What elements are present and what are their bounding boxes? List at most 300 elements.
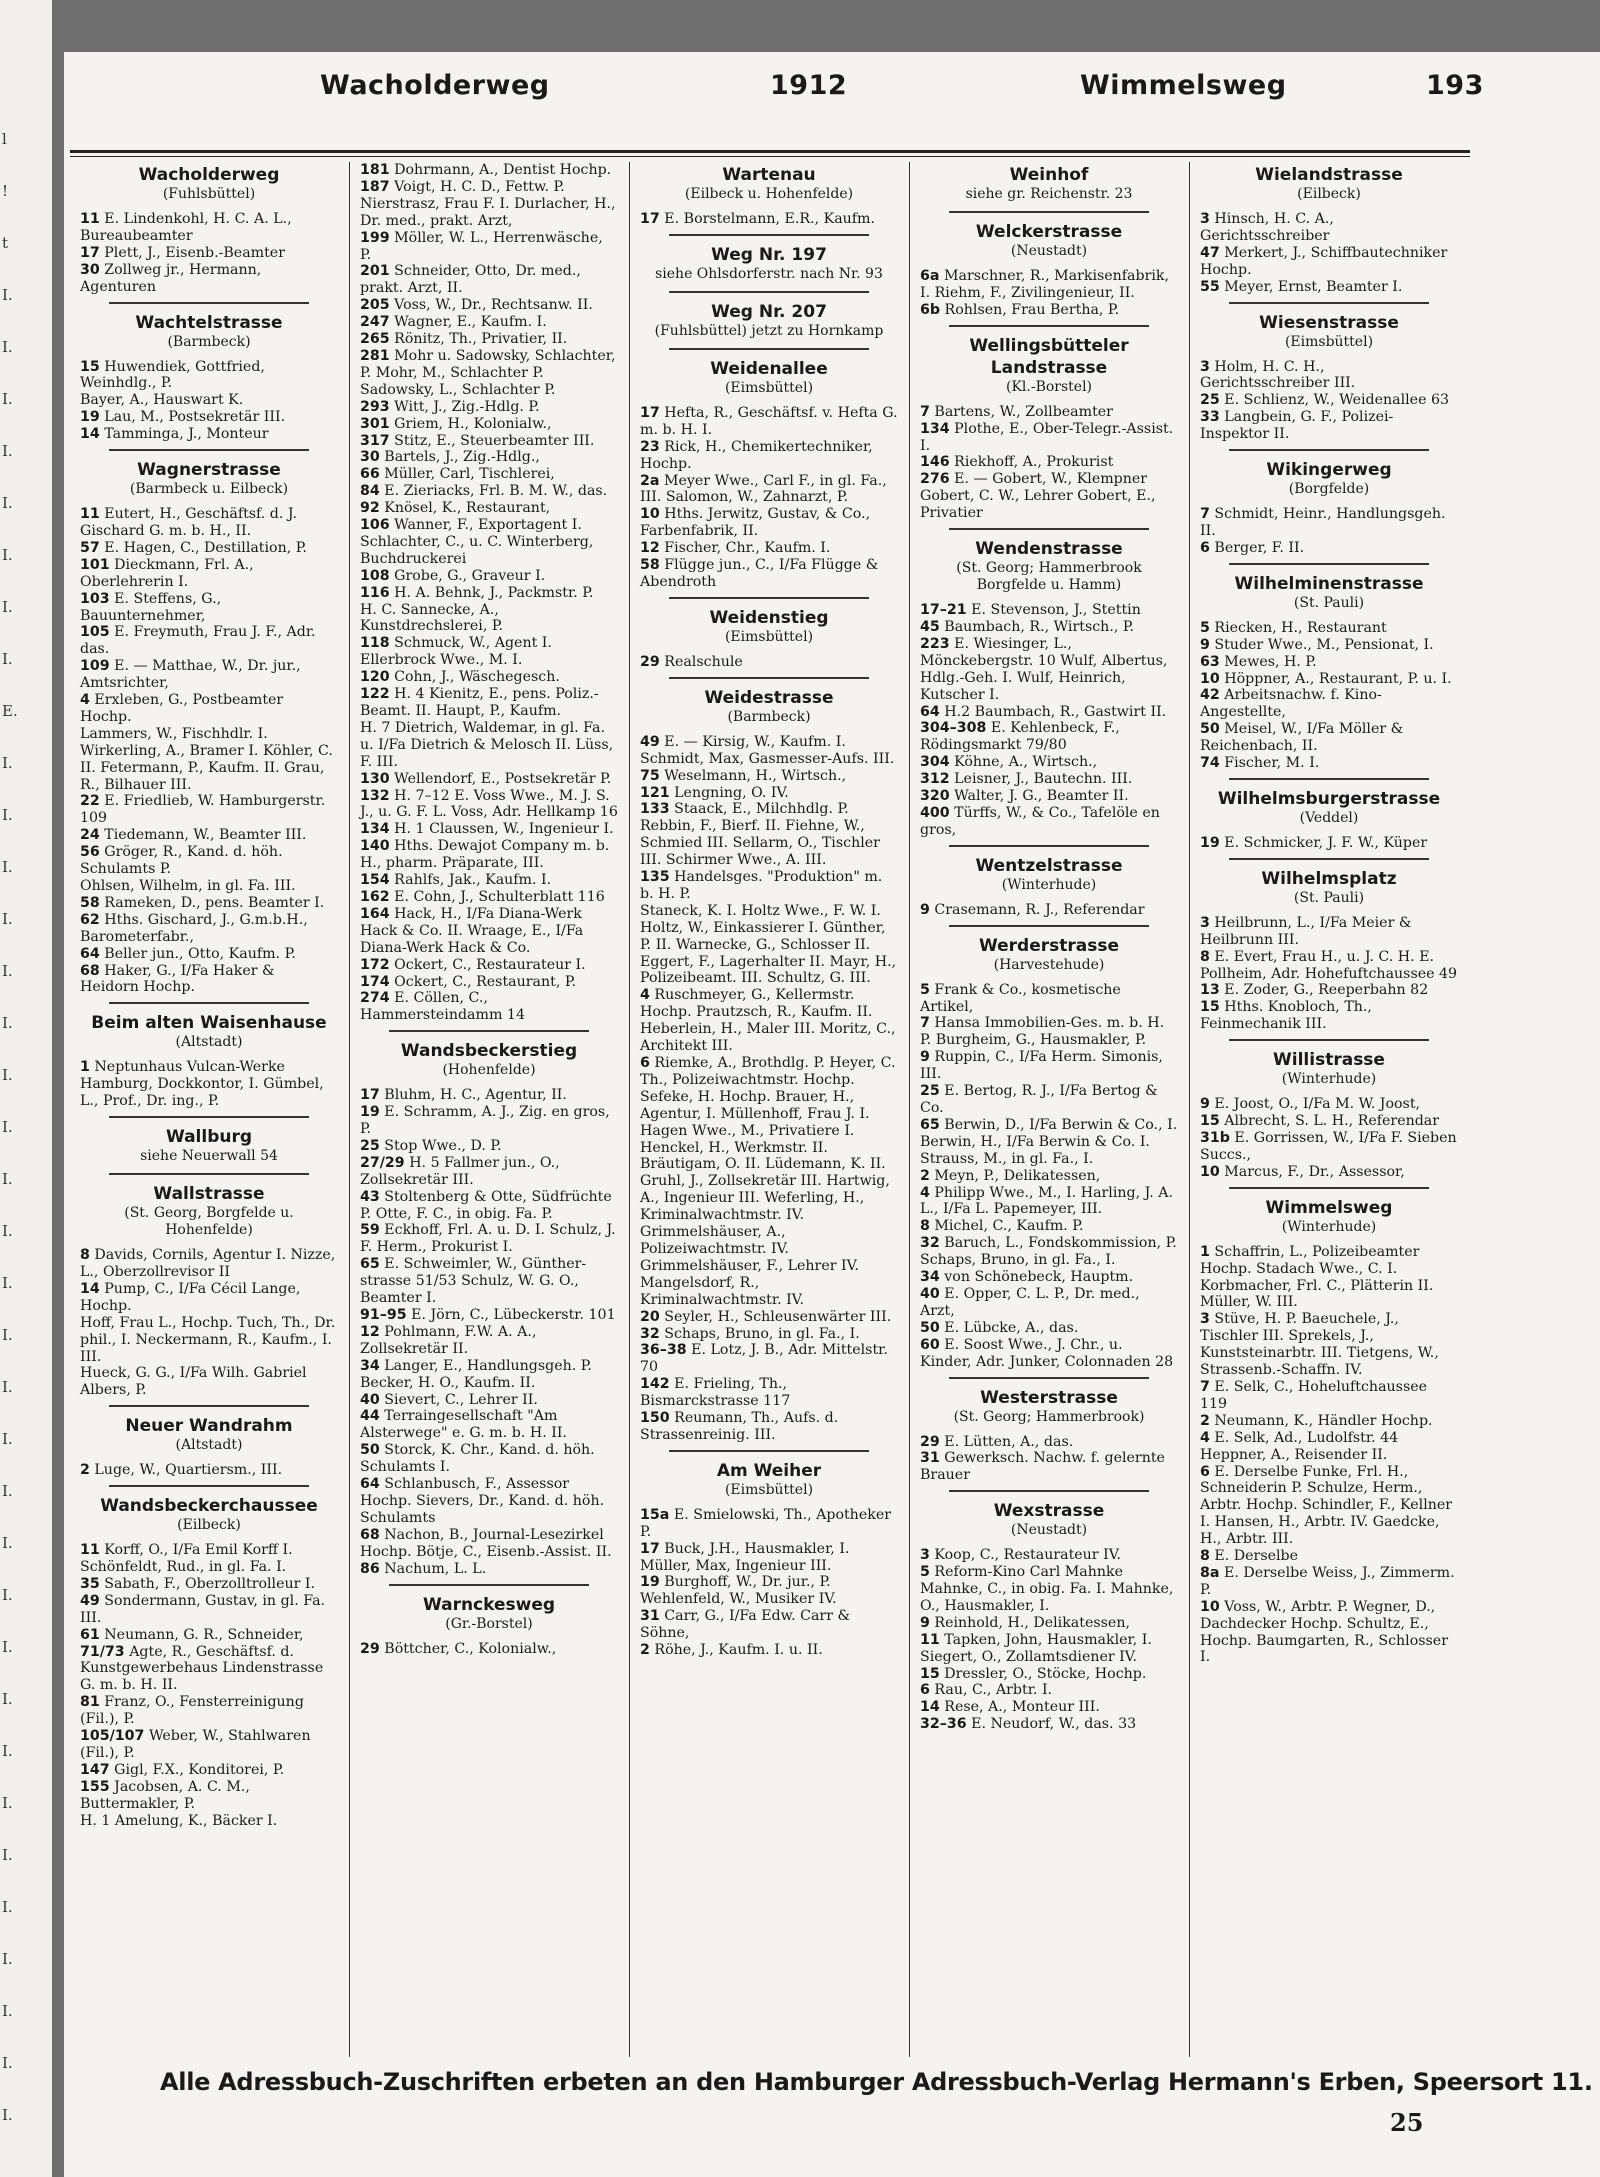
- resident-text: Dressler, O., Stöcke, Hochp.: [944, 1665, 1147, 1682]
- street-district: (St. Georg; Hammerbrook Borgfelde u. Hamm): [956, 560, 1142, 594]
- section-rule: [1229, 1039, 1429, 1041]
- address-entry: [80, 262, 338, 296]
- resident-text: E. Lübcke, A., das.: [944, 1319, 1079, 1336]
- address-entry: [80, 409, 338, 426]
- resident-text: Rahlfs, Jak., Kaufm. I.: [394, 872, 552, 889]
- address-entry: [360, 1138, 618, 1155]
- resident-text: Rönitz, Th., Privatier, II.: [394, 331, 568, 348]
- address-entry: [640, 1608, 898, 1642]
- house-number: 17: [640, 404, 660, 421]
- resident-text: Baruch, L., Fondskommission, P. Schaps, Bruno, in gl. Fa., I.: [920, 1235, 1177, 1269]
- margin-fragment: !: [2, 182, 9, 200]
- street-name: Welckerstrasse: [975, 222, 1123, 242]
- street-heading: [1200, 1049, 1458, 1088]
- house-number: 25: [360, 1137, 380, 1154]
- house-number: 9: [1200, 636, 1210, 653]
- street-heading: [640, 244, 898, 283]
- resident-text: Rameken, D., pens. Beamter I.: [104, 894, 325, 911]
- address-entry: [80, 506, 338, 540]
- resident-text: E. Evert, Frau H., u. J. C. H. E. Pollheim, Adr. Hohefuftchaussee 49: [1200, 948, 1458, 982]
- address-entry: [920, 902, 1178, 919]
- margin-fragment: I.: [2, 1482, 13, 1500]
- address-entry: [920, 268, 1178, 302]
- street-district: (Gr.-Borstel): [445, 1615, 533, 1632]
- house-number: 17: [80, 244, 100, 261]
- address-entry: [640, 987, 898, 1055]
- resident-text: E. Soost Wwe., J. Chr., u. Kinder, Adr. Junker, Colonnaden 28: [920, 1336, 1174, 1370]
- columns: [70, 162, 1470, 2057]
- resident-text: E. Schlienz, W., Weidenallee 63: [1224, 392, 1450, 409]
- address-entry: [1200, 1244, 1458, 1312]
- street-district: (Altstadt): [175, 1034, 243, 1051]
- address-entry: [360, 686, 618, 720]
- house-number: 25: [1200, 392, 1220, 409]
- resident-text: E. Schramm, A. J., Zig. en gros, P.: [360, 1104, 610, 1138]
- resident-text: Berwin, D., I/Fa Berwin & Co., I. Berwin, H., I/Fa Berwin & Co. I. Strauss, M., in gl. Fa., I.: [920, 1116, 1178, 1167]
- address-entry: [80, 1728, 338, 1762]
- resident-text: Studer Wwe., M., Pensionat, I.: [1214, 636, 1434, 653]
- house-number: 15: [1200, 999, 1220, 1016]
- address-entry: [1200, 1311, 1458, 1379]
- house-number: 162: [360, 888, 390, 905]
- address-entry: [920, 619, 1178, 636]
- house-number: 25: [920, 1083, 940, 1100]
- house-number: 60: [920, 1336, 940, 1353]
- street-district: (Eimsbüttel): [724, 379, 814, 396]
- house-number: 50: [920, 1319, 940, 1336]
- resident-text: Arbeitsnachw. f. Kino-Angestellte,: [1200, 687, 1382, 721]
- address-entry: [640, 654, 898, 671]
- resident-text: Reinhold, H., Delikatessen,: [934, 1614, 1130, 1631]
- resident-text: Bartens, W., Zollbeamter: [934, 403, 1113, 420]
- street-name: Wacholderweg: [138, 165, 280, 185]
- street-district: (St. Georg, Borgfelde u. Hohenfelde): [124, 1205, 294, 1239]
- house-number: 31: [920, 1450, 940, 1467]
- house-number: 44: [360, 1408, 380, 1425]
- section-rule: [109, 302, 309, 304]
- street-heading: [80, 1415, 338, 1454]
- address-entry: [80, 1247, 338, 1281]
- house-number: 3: [1200, 1311, 1210, 1328]
- house-number: 150: [640, 1410, 670, 1427]
- margin-fragment: I.: [2, 1586, 13, 1604]
- street-heading: [80, 1012, 338, 1051]
- street-heading: [1200, 1197, 1458, 1236]
- house-number: 56: [80, 844, 100, 861]
- address-entry: [80, 912, 338, 946]
- house-number: 64: [360, 1476, 380, 1493]
- resident-text: Ruppin, C., I/Fa Herm. Simonis, III.: [920, 1049, 1163, 1083]
- address-entry: [1200, 1379, 1458, 1413]
- resident-text: Hths. Jerwitz, Gustav, & Co., Farbenfabrik, II.: [640, 506, 871, 540]
- house-number: 101: [80, 556, 110, 573]
- house-number: 9: [920, 1049, 930, 1066]
- street-heading: [920, 1387, 1178, 1426]
- address-entry: [360, 1087, 618, 1104]
- margin-fragment: I.: [2, 1898, 13, 1916]
- street-district: (St. Georg; Hammerbrook): [953, 1408, 1145, 1425]
- address-entry: [360, 838, 618, 872]
- resident-text: Schmidt, Heinr., Handlungsgeh. II.: [1200, 506, 1446, 539]
- street-heading: [640, 164, 898, 203]
- house-number: 30: [80, 261, 100, 278]
- resident-text: Holm, H. C. H., Gerichtsschreiber III.: [1200, 358, 1356, 392]
- address-entry: [360, 957, 618, 974]
- resident-text: Cohn, J., Wäschegesch.: [394, 669, 560, 686]
- section-rule: [389, 1030, 589, 1032]
- address-entry: [920, 1286, 1178, 1320]
- resident-text: E. Smielowski, Th., Apotheker P.: [640, 1506, 891, 1540]
- street-district: siehe Ohlsdorferstr. nach Nr. 93: [655, 265, 883, 282]
- address-entry: [1200, 359, 1458, 393]
- margin-fragment: I.: [2, 1950, 13, 1968]
- address-entry: [80, 1779, 338, 1813]
- house-number: 34: [360, 1357, 380, 1374]
- house-number: 265: [360, 331, 390, 348]
- house-number: 32–36: [920, 1716, 967, 1733]
- resident-text: Griem, H., Kolonialw.,: [394, 415, 552, 432]
- resident-text: Hths. Gischard, J., G.m.b.H., Barometerfabr.,: [80, 911, 308, 945]
- house-number: 8: [920, 1218, 930, 1235]
- address-entry: [360, 433, 618, 450]
- margin-fragment: I.: [2, 858, 13, 876]
- section-rule: [1229, 449, 1429, 451]
- house-number: 19: [80, 409, 100, 426]
- resident-text: E. Zoder, G., Reeperbahn 82: [1224, 982, 1429, 999]
- resident-text: Langbein, G. F., Polizei-Inspektor II.: [1200, 409, 1394, 443]
- resident-text: E. Derselbe Funke, Frl. H., Schneiderin P. Schulze, Herm., Arbtr. Hochp. Schindler, F., Kellner I. Hansen, H., Arbtr. IV. Gaedcke, H., Arbtr. III.: [1200, 1463, 1453, 1548]
- house-number: 74: [1200, 755, 1220, 772]
- house-number: 29: [640, 653, 660, 670]
- resident-text: Sabath, F., Oberzolltrolleur I.: [104, 1575, 316, 1592]
- address-entry: [1200, 392, 1458, 409]
- house-number: 2: [920, 1167, 930, 1184]
- address-entry: [1200, 671, 1458, 688]
- street-heading: [640, 607, 898, 646]
- footer-number: 25: [1390, 2108, 1424, 2137]
- address-entry: [80, 359, 338, 393]
- address-entry: [1200, 1565, 1458, 1599]
- house-number: 3: [1200, 914, 1210, 931]
- section-rule: [949, 1377, 1149, 1379]
- resident-text: Fischer, M. I.: [1224, 755, 1320, 772]
- house-number: 75: [640, 767, 660, 784]
- resident-text: Knösel, K., Restaurant,: [384, 500, 551, 517]
- section-rule: [669, 597, 869, 599]
- resident-text: Heilbrunn, L., I/Fa Meier & Heilbrunn III.: [1200, 914, 1412, 948]
- house-number: 2a: [640, 472, 660, 489]
- address-entry: [640, 903, 898, 988]
- street-name: Wendenstrasse: [975, 539, 1123, 560]
- house-number: 10: [1200, 1598, 1220, 1615]
- house-number: 64: [920, 703, 940, 720]
- resident-text: Frank & Co., kosmetische Artikel,: [920, 981, 1121, 1015]
- street-heading: [1200, 573, 1458, 612]
- house-number: 58: [80, 894, 100, 911]
- house-number: 201: [360, 263, 390, 280]
- margin-fragment: I.: [2, 442, 13, 460]
- house-number: 7: [1200, 1378, 1210, 1395]
- address-entry: [640, 1055, 898, 1309]
- resident-text: Flügge jun., C., I/Fa Flügge & Abendroth: [640, 557, 879, 590]
- resident-text: Luge, W., Quartiersm., III.: [94, 1462, 283, 1479]
- address-entry: [640, 405, 898, 439]
- resident-text: Dohrmann, A., Dentist Hochp.: [394, 162, 612, 178]
- header-rule-thin: [70, 156, 1470, 157]
- resident-text: Böttcher, C., Kolonialw.,: [384, 1640, 557, 1657]
- house-number: 2: [640, 1642, 650, 1659]
- address-entry: [80, 895, 338, 912]
- resident-text: E. Hagen, C., Destillation, P.: [104, 539, 307, 556]
- section-rule: [949, 211, 1149, 213]
- margin-fragment: I.: [2, 1118, 13, 1136]
- street-name: Werderstrasse: [978, 935, 1119, 956]
- street-name: Wartenau: [722, 165, 816, 185]
- house-number: 68: [80, 962, 100, 979]
- resident-text: H. 7 Dietrich, Waldemar, in gl. Fa. u. I/Fa Dietrich & Melosch II. Lüss, F. III.: [360, 719, 614, 770]
- house-number: 134: [920, 420, 950, 437]
- house-number: 4: [80, 692, 90, 709]
- section-rule: [109, 1173, 309, 1175]
- margin-fragment: I.: [2, 1534, 13, 1552]
- section-rule: [949, 528, 1149, 530]
- address-entry: [360, 1189, 618, 1223]
- resident-text: Hths. Dewajot Company m. b. H., pharm. Präparate, III.: [360, 838, 610, 872]
- house-number: 5: [920, 1564, 930, 1581]
- resident-text: Köhne, A., Wirtsch.,: [954, 754, 1098, 771]
- house-number: 121: [640, 784, 670, 801]
- margin-fragment: I.: [2, 962, 13, 980]
- house-number: 31b: [1200, 1130, 1230, 1146]
- resident-text: H.2 Baumbach, R., Gastwirt II.: [944, 703, 1167, 720]
- resident-text: Marcus, F., Dr., Assessor,: [1224, 1163, 1405, 1180]
- street-name: Neuer Wandrahm: [125, 1416, 293, 1437]
- address-entry: [1200, 1413, 1458, 1430]
- address-entry: [640, 1342, 898, 1376]
- resident-text: Rau, C., Arbtr. I.: [934, 1682, 1053, 1699]
- house-number: 50: [1200, 721, 1220, 738]
- address-entry: [360, 263, 618, 297]
- street-name: Warnckesweg: [422, 1594, 556, 1615]
- resident-text: Baumbach, R., Wirtsch., P.: [944, 618, 1135, 635]
- house-number: 12: [360, 1323, 380, 1340]
- section-rule: [949, 1490, 1149, 1492]
- address-entry: [640, 1541, 898, 1575]
- house-number: 20: [640, 1308, 660, 1325]
- resident-text: E. Lindenkohl, H. C. A. L., Bureaubeamter: [80, 211, 292, 244]
- address-entry: [360, 1392, 618, 1409]
- resident-text: E. Borstelmann, E.R., Kaufm.: [664, 211, 875, 227]
- address-entry: [360, 889, 618, 906]
- address-entry: [360, 348, 618, 399]
- address-entry: [640, 473, 898, 507]
- address-entry: [360, 466, 618, 483]
- margin-fragment: I.: [2, 1430, 13, 1448]
- resident-text: Riecken, H., Restaurant: [1214, 619, 1387, 636]
- address-entry: [920, 1450, 1178, 1484]
- street-district: (Barmbeck u. Eilbeck): [129, 481, 289, 498]
- street-name: Weg Nr. 197: [711, 244, 827, 265]
- resident-text: Hths. Knobloch, Th., Feinmechanik III.: [1200, 999, 1372, 1033]
- section-rule: [1229, 1187, 1429, 1189]
- street-name: Am Weiher: [716, 1460, 822, 1481]
- house-number: 11: [80, 1542, 100, 1559]
- address-entry: [1200, 687, 1458, 721]
- house-number: 2: [1200, 1412, 1210, 1429]
- address-entry: [360, 1256, 618, 1307]
- street-name: Wachtelstrasse: [135, 312, 283, 333]
- house-number: 9: [1200, 1096, 1210, 1113]
- street-name: Wiesenstrasse: [1259, 312, 1399, 333]
- section-rule: [1229, 778, 1429, 780]
- address-entry: [920, 1615, 1178, 1632]
- address-entry: [360, 974, 618, 991]
- address-entry: [920, 788, 1178, 805]
- resident-text: Wagner, E., Kaufm. I.: [394, 314, 547, 331]
- resident-text: Witt, J., Zig.-Hdlg. P.: [394, 398, 540, 415]
- resident-text: Weber, W., Stahlwaren (Fil.), P.: [80, 1728, 311, 1761]
- house-number: 1: [1200, 1243, 1210, 1260]
- street-name: Wellingsbütteler Landstrasse: [969, 335, 1129, 378]
- resident-text: Koop, C., Restaurateur IV.: [934, 1547, 1121, 1564]
- margin-fragment: I.: [2, 1690, 13, 1708]
- resident-text: H. 4 Kienitz, E., pens. Poliz.-Beamt. II. Haupt, P., Kaufm.: [360, 686, 599, 719]
- street-district: (Eimsbüttel): [1284, 333, 1374, 350]
- address-entry: [640, 506, 898, 540]
- margin-fragment: I.: [2, 1014, 13, 1032]
- house-number: 3: [1200, 358, 1210, 375]
- house-number: 142: [640, 1376, 670, 1393]
- address-entry: [360, 669, 618, 686]
- resident-text: Jacobsen, A. C. M., Buttermakler, P.: [80, 1778, 250, 1812]
- street-district: (Winterhude): [1001, 876, 1097, 893]
- street-heading: [1200, 868, 1458, 907]
- house-number: 36–38: [640, 1342, 687, 1359]
- section-rule: [949, 325, 1149, 327]
- address-entry: [80, 1762, 338, 1779]
- resident-text: Riemke, A., Brothdlg. P. Heyer, C. Th., Polizeiwachtmstr. Hochp. Sefeke, H. Hochp. Brauer, H., Agentur, I. Müllenhoff, Frau J. I. Hagen Wwe., M., Privatiere I. Henckel, H., Werkmstr. II. Bräutigam, O. II. Lüdemann, K. II. Gruhl, J., Zollsekretär III. Hartwig, A., Ingenieur III. Weferling, H., Kriminalwachtmstr. IV. Grimmelshäuser, A., Polizeiwachtmstr. IV. Grimmelshäuser, F., Lehrer IV. Mangelsdorf, R., Kriminalwachtmstr. IV.: [640, 1055, 896, 1308]
- house-number: 17–21: [920, 602, 967, 619]
- address-entry: [1200, 654, 1458, 671]
- street-district: (Kl.-Borstel): [1005, 378, 1093, 395]
- resident-text: Hansa Immobilien-Ges. m. b. H. P. Burgheim, G., Hausmakler, P.: [920, 1015, 1165, 1049]
- street-name: Wielandstrasse: [1255, 165, 1403, 185]
- street-district: (Fuhlsbüttel): [162, 186, 256, 202]
- address-entry: [920, 982, 1178, 1016]
- section-rule: [949, 925, 1149, 927]
- address-entry: [1200, 999, 1458, 1033]
- house-number: 33: [1200, 409, 1220, 426]
- address-entry: [360, 500, 618, 517]
- address-entry: [360, 1442, 618, 1476]
- resident-text: Langer, E., Handlungsgeh. P. Becker, H. O., Kaufm. II.: [360, 1357, 592, 1391]
- resident-text: Neumann, K., Händler Hochp.: [1214, 1412, 1433, 1429]
- address-entry: [920, 1185, 1178, 1219]
- resident-text: Reumann, Th., Aufs. d. Strassenreinig. III.: [640, 1410, 839, 1443]
- house-number: 64: [80, 945, 100, 962]
- house-number: 92: [360, 500, 380, 517]
- address-entry: [640, 211, 898, 228]
- street-heading: [80, 1495, 338, 1534]
- resident-text: H. A. Behnk, J., Packmstr. P.: [394, 584, 594, 601]
- resident-text: Burghoff, W., Dr. jur., P. Wehlenfeld, W., Musiker IV.: [640, 1574, 837, 1608]
- address-entry: [1200, 1464, 1458, 1549]
- house-number: 6: [1200, 539, 1210, 556]
- house-number: 6: [640, 1055, 650, 1071]
- address-entry: [360, 635, 618, 669]
- resident-text: Mewes, H. P.: [1224, 653, 1317, 670]
- house-number: 276: [920, 471, 950, 488]
- house-number: 27/29: [360, 1154, 405, 1171]
- address-entry: [1200, 755, 1458, 772]
- address-entry: [1200, 211, 1458, 245]
- street-heading: [920, 335, 1178, 396]
- house-number: 43: [360, 1188, 380, 1205]
- house-number: 6a: [920, 268, 940, 284]
- resident-text: Tapken, John, Hausmakler, I. Siegert, O., Zollamtsdiener IV.: [920, 1631, 1152, 1665]
- house-number: 274: [360, 990, 390, 1007]
- house-number: 118: [360, 635, 390, 652]
- resident-text: Nachon, B., Journal-Lesezirkel Hochp. Bötje, C., Eisenb.-Assist. II.: [360, 1526, 612, 1560]
- footer-publisher-note: Alle Adressbuch-Zuschriften erbeten an den Hamburger Adressbuch-Verlag Hermann's Erben, Speersort 11.: [160, 2068, 1593, 2096]
- house-number: 30: [360, 449, 380, 466]
- street-district: (Hohenfelde): [442, 1062, 536, 1079]
- address-entry: [640, 785, 898, 802]
- address-entry: [920, 1632, 1178, 1666]
- margin-fragment: I.: [2, 2054, 13, 2072]
- address-entry: [80, 692, 338, 726]
- resident-text: Fischer, Chr., Kaufm. I.: [664, 540, 831, 557]
- resident-text: Neptunhaus Vulcan-Werke Hamburg, Dockkontor, I. Gümbel, L., Prof., Dr. ing., P.: [80, 1059, 324, 1110]
- street-district: (Eilbeck): [1297, 186, 1361, 202]
- house-number: 293: [360, 398, 390, 415]
- address-entry: [640, 1410, 898, 1444]
- resident-text: Haker, G., I/Fa Haker & Heidorn Hochp.: [80, 962, 275, 996]
- resident-text: Meyn, P., Delikatessen,: [934, 1167, 1101, 1184]
- resident-text: Walter, J. G., Beamter II.: [954, 788, 1129, 805]
- house-number: 35: [80, 1575, 100, 1592]
- margin-fragment: I.: [2, 598, 13, 616]
- address-entry: [920, 1235, 1178, 1269]
- house-number: 14: [80, 1280, 100, 1297]
- house-number: 304: [920, 754, 950, 771]
- house-number: 301: [360, 415, 390, 432]
- address-entry: [640, 768, 898, 785]
- resident-text: E. Cohn, J., Schulterblatt 116: [394, 888, 605, 905]
- resident-text: Stop Wwe., D. P.: [384, 1137, 502, 1154]
- resident-text: E. Opper, C. L. P., Dr. med., Arzt,: [920, 1285, 1140, 1319]
- house-number: 19: [360, 1104, 380, 1121]
- resident-text: Philipp Wwe., M., I. Harling, J. A. L., I/Fa L. Papemeyer, III.: [920, 1184, 1173, 1218]
- street-heading: [80, 164, 338, 203]
- address-entry: [360, 568, 618, 585]
- resident-text: Rese, A., Monteur III.: [944, 1699, 1100, 1716]
- margin-fragment: l: [2, 130, 7, 148]
- street-heading: [920, 538, 1178, 594]
- resident-text: Erxleben, G., Postbeamter Hochp.: [80, 692, 284, 725]
- resident-text: Crasemann, R. J., Referendar: [934, 901, 1145, 918]
- address-entry: [360, 1222, 618, 1256]
- address-entry: [80, 392, 338, 409]
- street-name: Wilhelmsplatz: [1261, 868, 1397, 889]
- address-entry: [640, 1309, 898, 1326]
- street-heading: [920, 855, 1178, 894]
- resident-text: Handelsges. "Produktion" m. b. H. P.: [640, 869, 883, 902]
- address-entry: [920, 1699, 1178, 1716]
- resident-text: Wellendorf, E., Postsekretär P.: [394, 770, 612, 787]
- street-heading: [80, 459, 338, 498]
- resident-text: Pump, C., I/Fa Cécil Lange, Hochp.: [80, 1280, 301, 1314]
